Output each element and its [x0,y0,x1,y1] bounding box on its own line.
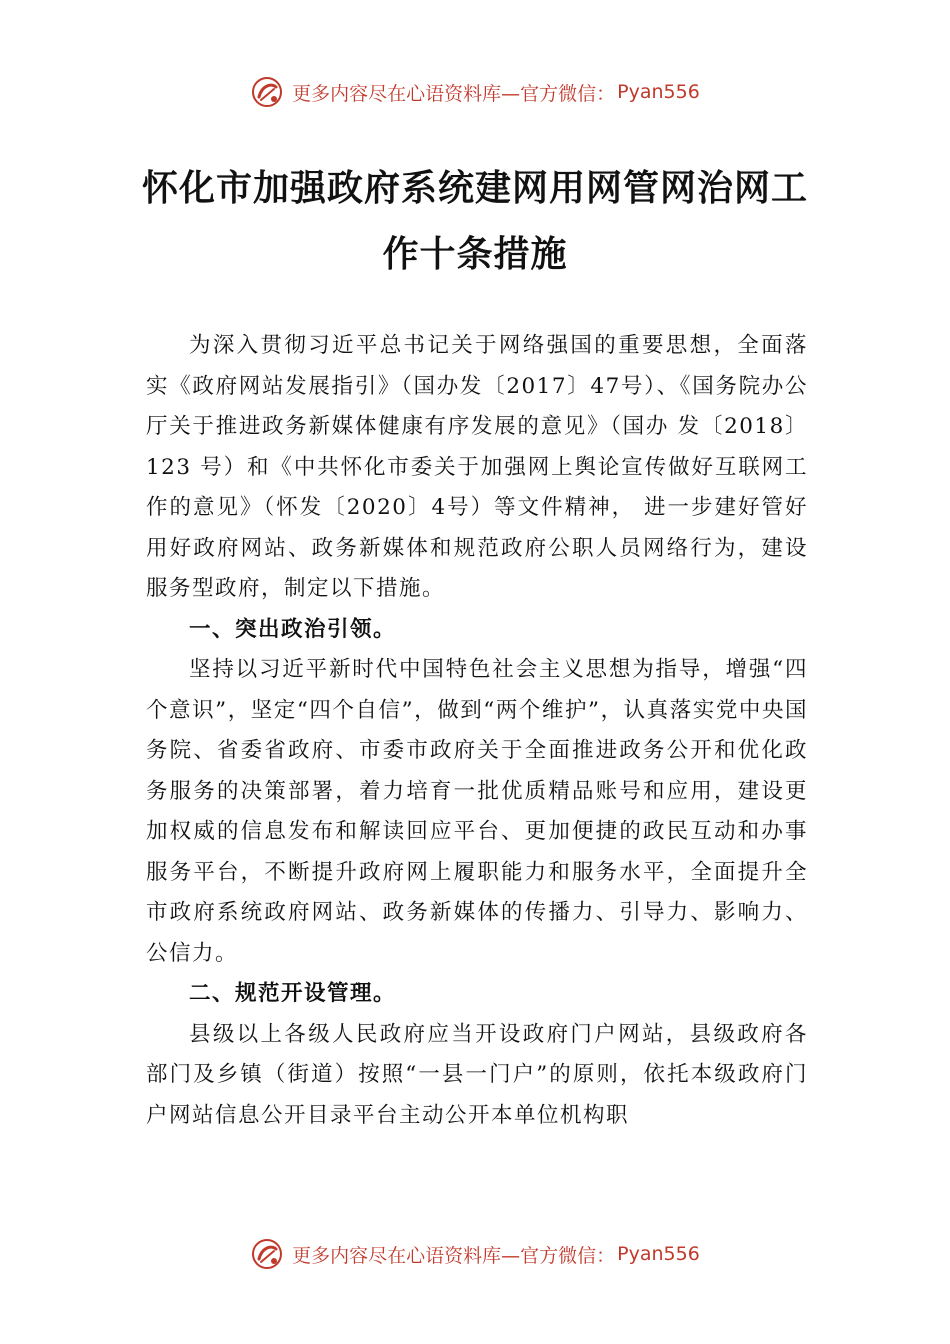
header-watermark-text [292,79,700,106]
intro-paragraph: 为深入贯彻习近平总书记关于网络强国的重要思想，全面落实《政府网站发展指引》（国办发〔2017〕47号）、《国务院办公厅关于推进政务新媒体健康有序发展的意见》（国办 发〔2018〕123 号）和《中共怀化市委关于加强网上舆论宣传做好互联网工作的意见》（怀发〔2020〕4号）等文件精神， 进一步建好管好用好政府网站、政务新媒体和规范政府公职人员网络行为，建设服务型政府，制定以下措施。 [146,333,808,601]
footer-watermark-banner [0,1234,950,1274]
section-body-1: 坚持以习近平新时代中国特色社会主义思想为指导，增强“四个意识”，坚定“四个自信”，做到“两个维护”，认真落实党中央国务院、省委省政府、市委市政府关于全面推进政务公开和优化政务服务的决策部署，着力培育一批优质精品账号和应用，建设更加权威的信息发布和解读回应平台、更加便捷的政民互动和办事服务平台，不断提升政府网上履职能力和服务水平，全面提升全市政府系统政府网站、政务新媒体的传播力、引导力、影响力、公信力。 [146,657,808,966]
header-watermark-banner [0,72,950,112]
footer-watermark-label: 更多内容尽在心语资料库—官方微信： [292,1244,616,1267]
document-title-line-2: 作十条措施 [382,233,568,275]
header-watermark-contact: Pyan556 [617,81,700,103]
section-heading-1: 一、突出政治引领。 [189,616,397,642]
watermark-logo-icon [250,75,284,109]
watermark-logo-icon [250,1237,284,1271]
section-body-2: 县级以上各级人民政府应当开设政府门户网站，县级政府各部门及乡镇（街道）按照“一县一门户”的原则，依托本级政府门户网站信息公开目录平台主动公开本单位机构职 [146,1021,808,1128]
section-heading-2: 二、规范开设管理。 [189,981,397,1006]
footer-watermark-text [292,1241,700,1268]
document-body [146,326,808,1136]
header-watermark-label: 更多内容尽在心语资料库—官方微信： [292,82,616,105]
document-title-line-1: 怀化市加强政府系统建网用网管网治网工 [141,167,808,209]
footer-watermark-contact: Pyan556 [617,1243,700,1265]
